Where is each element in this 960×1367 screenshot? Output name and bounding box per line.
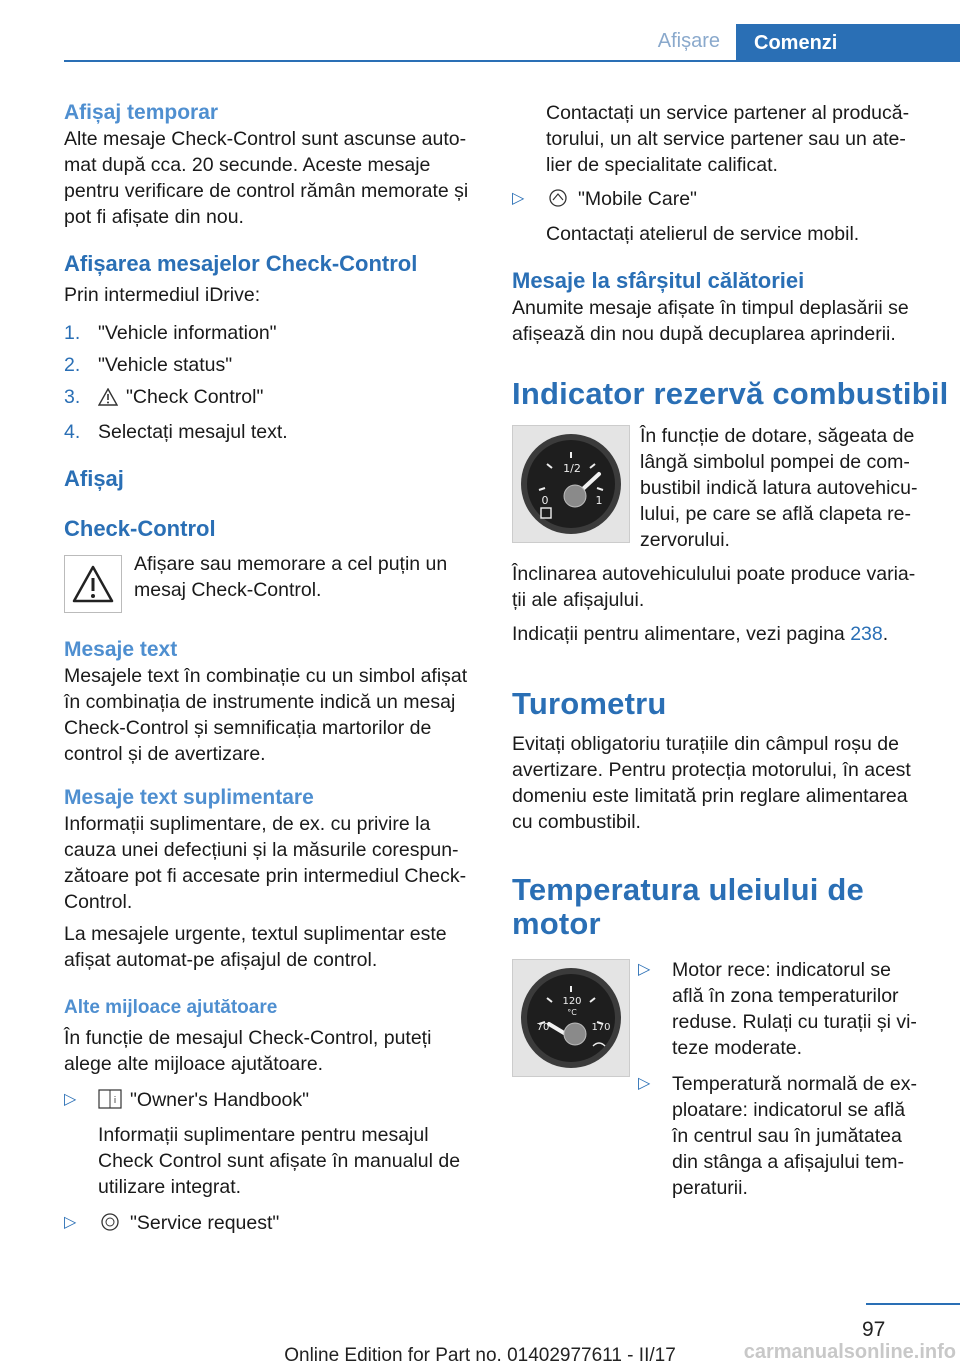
header-rule [64,60,960,62]
show-messages-heading: Afișarea mesajelor Check-Control [64,251,418,276]
header-chapter-tab: Comenzi [736,24,960,62]
svg-text:i: i [113,1096,117,1106]
show-messages-intro: Prin intermediul iDrive: [64,284,261,306]
supp-messages-text-1: Informații suplimentare, de ex. cu privire la cauza unei defecțiuni și la măsurile corespun-zătoare pot fi accesate prin intermediul Check-Control. [64,813,467,913]
step-item: 1. "Vehicle information" [64,322,277,344]
step-item: 2. "Vehicle status" [64,354,233,376]
fuel-gauge-half-label: 1/2 [563,462,581,475]
right-column [512,100,949,1201]
oil-temp-item: ▷ Motor rece: indicatorul se află în zona temperaturilor reduse. Rulați cu turații și vi-teze moderate. [638,959,917,1059]
oil-gauge-70-label: 70 [536,1022,550,1033]
trip-end-heading: Mesaje la sfârșitul călătoriei [512,268,805,293]
mobile-care-text: Contactați atelierul de service mobil. [546,223,860,245]
page-238-link[interactable]: 238 [850,623,883,645]
supp-messages-heading: Mesaje text suplimentare [64,786,314,809]
bullet-triangle-icon: ▷ [512,190,525,207]
aid-item-mobile-care: ▷ "Mobile Care" Contactați atelierul de service mobil. [512,186,926,247]
left-column [64,100,478,1239]
fuel-reference: Indicații pentru alimentare, vezi pagina 238. [512,623,889,645]
temp-display-text: Alte mesaje Check-Control sunt ascunse auto-mat după cca. 20 secunde. Aceste mesaje pentru verificare de control rămân memorate și pot fi afișate din nou. [64,128,469,228]
bullet-triangle-icon: ▷ [638,961,651,978]
service-request-icon [98,1212,122,1239]
mobile-care-icon [546,188,570,215]
tachometer-text: Evitați obligatoriu turațiile din câmpul roșu de avertizare. Pentru protecția motorului, în acest domeniu este limitată prin reglare alimentarea cu combustibil. [512,733,911,833]
oil-temp-heading: Temperatura uleiului de motor [512,872,864,941]
bullet-triangle-icon: ▷ [64,1214,77,1231]
bullet-triangle-icon: ▷ [64,1091,77,1108]
supp-messages-text-2: La mesajele urgente, textul suplimentar este afișat automat-pe afișajul de control. [64,923,447,971]
fuel-gauge-image [512,425,630,543]
warning-triangle-icon [98,387,118,413]
tachometer-heading: Turometru [512,686,667,721]
edition-footer: Online Edition for Part no. 01402977611 - II/17 [284,1345,676,1366]
fuel-indicator-text: În funcție de dotare, săgeata de lângă simbolul pompei de com-bustibil indică latura autovehicu-lului, pe care se află clapeta re-zervorului. [640,425,918,551]
text-messages-text: Mesajele text în combinație cu un simbol afișat în combinația de instrumente indică un mesaj Check-Control și semnificația martorilor de control și de avertizare. [64,665,468,765]
handbook-text: Informații suplimentare pentru mesajul Check Control sunt afișate în manualul de utilizare integrat. [98,1124,461,1198]
aid-item-handbook: ▷ i "Owner's Handbook" Informații suplimentare pentru mesajul Check Control sunt afișate în manualul de utilizare integrat. [64,1087,478,1200]
trip-end-text: Anumite mesaje afișate în timpul deplasării se afișează din nou după decuplarea aprinderii. [512,297,909,345]
check-control-warning-icon [64,555,122,613]
fuel-gauge-zero-label: 0 [541,494,549,507]
page-number-rule [866,1303,960,1305]
fuel-gauge-one-label: 1 [595,494,603,507]
service-request-text: Contactați un service partener al producă-torului, un alt service partener sau un ate-lier de specialitate calificat. [546,102,910,176]
oil-gauge-170-label: 170 [591,1022,611,1033]
other-aids-text: În funcție de mesajul Check-Control, puteți alege alte mijloace ajutătoare. [64,1027,432,1075]
check-control-text: Afișare sau memorare a cel puțin un mesaj Check-Control. [134,553,448,601]
page-number: 97 [862,1318,886,1341]
bullet-triangle-icon: ▷ [638,1075,651,1092]
oil-gauge-unit-label: °C [567,1008,577,1017]
text-messages-heading: Mesaje text [64,638,178,661]
handbook-icon [98,1089,122,1116]
aids-list [64,1087,478,1239]
oil-temp-gauge-image [512,959,630,1077]
step-item: 4. Selectați mesajul text. [64,421,288,443]
step-item: 3. "Check Control" [64,384,478,413]
watermark: carmanualsonline.info [743,1341,956,1363]
oil-temp-item: ▷ Temperatură normală de ex-ploatare: indicatorul se află în centrul sau în jumătatea din stânga a afișajului tem-peraturii. [638,1073,917,1199]
display-heading: Afișaj [64,466,124,491]
fuel-indicator-heading: Indicator rezervă combustibil [512,376,949,411]
mobile-care-list [512,186,926,247]
other-aids-heading: Alte mijloace ajutătoare [64,997,278,1018]
steps-list [64,320,478,445]
fuel-tilt-text: Înclinarea autovehiculului poate produce varia-ții ale afișajului. [512,563,916,611]
temp-display-heading: Afișaj temporar [64,101,219,124]
oil-gauge-120-label: 120 [562,996,582,1007]
oil-temp-list [638,957,926,1201]
aid-item-service: ▷ "Service request" [64,1210,478,1239]
header-section-label: Afișare [657,30,720,52]
check-control-heading: Check-Control [64,516,216,541]
